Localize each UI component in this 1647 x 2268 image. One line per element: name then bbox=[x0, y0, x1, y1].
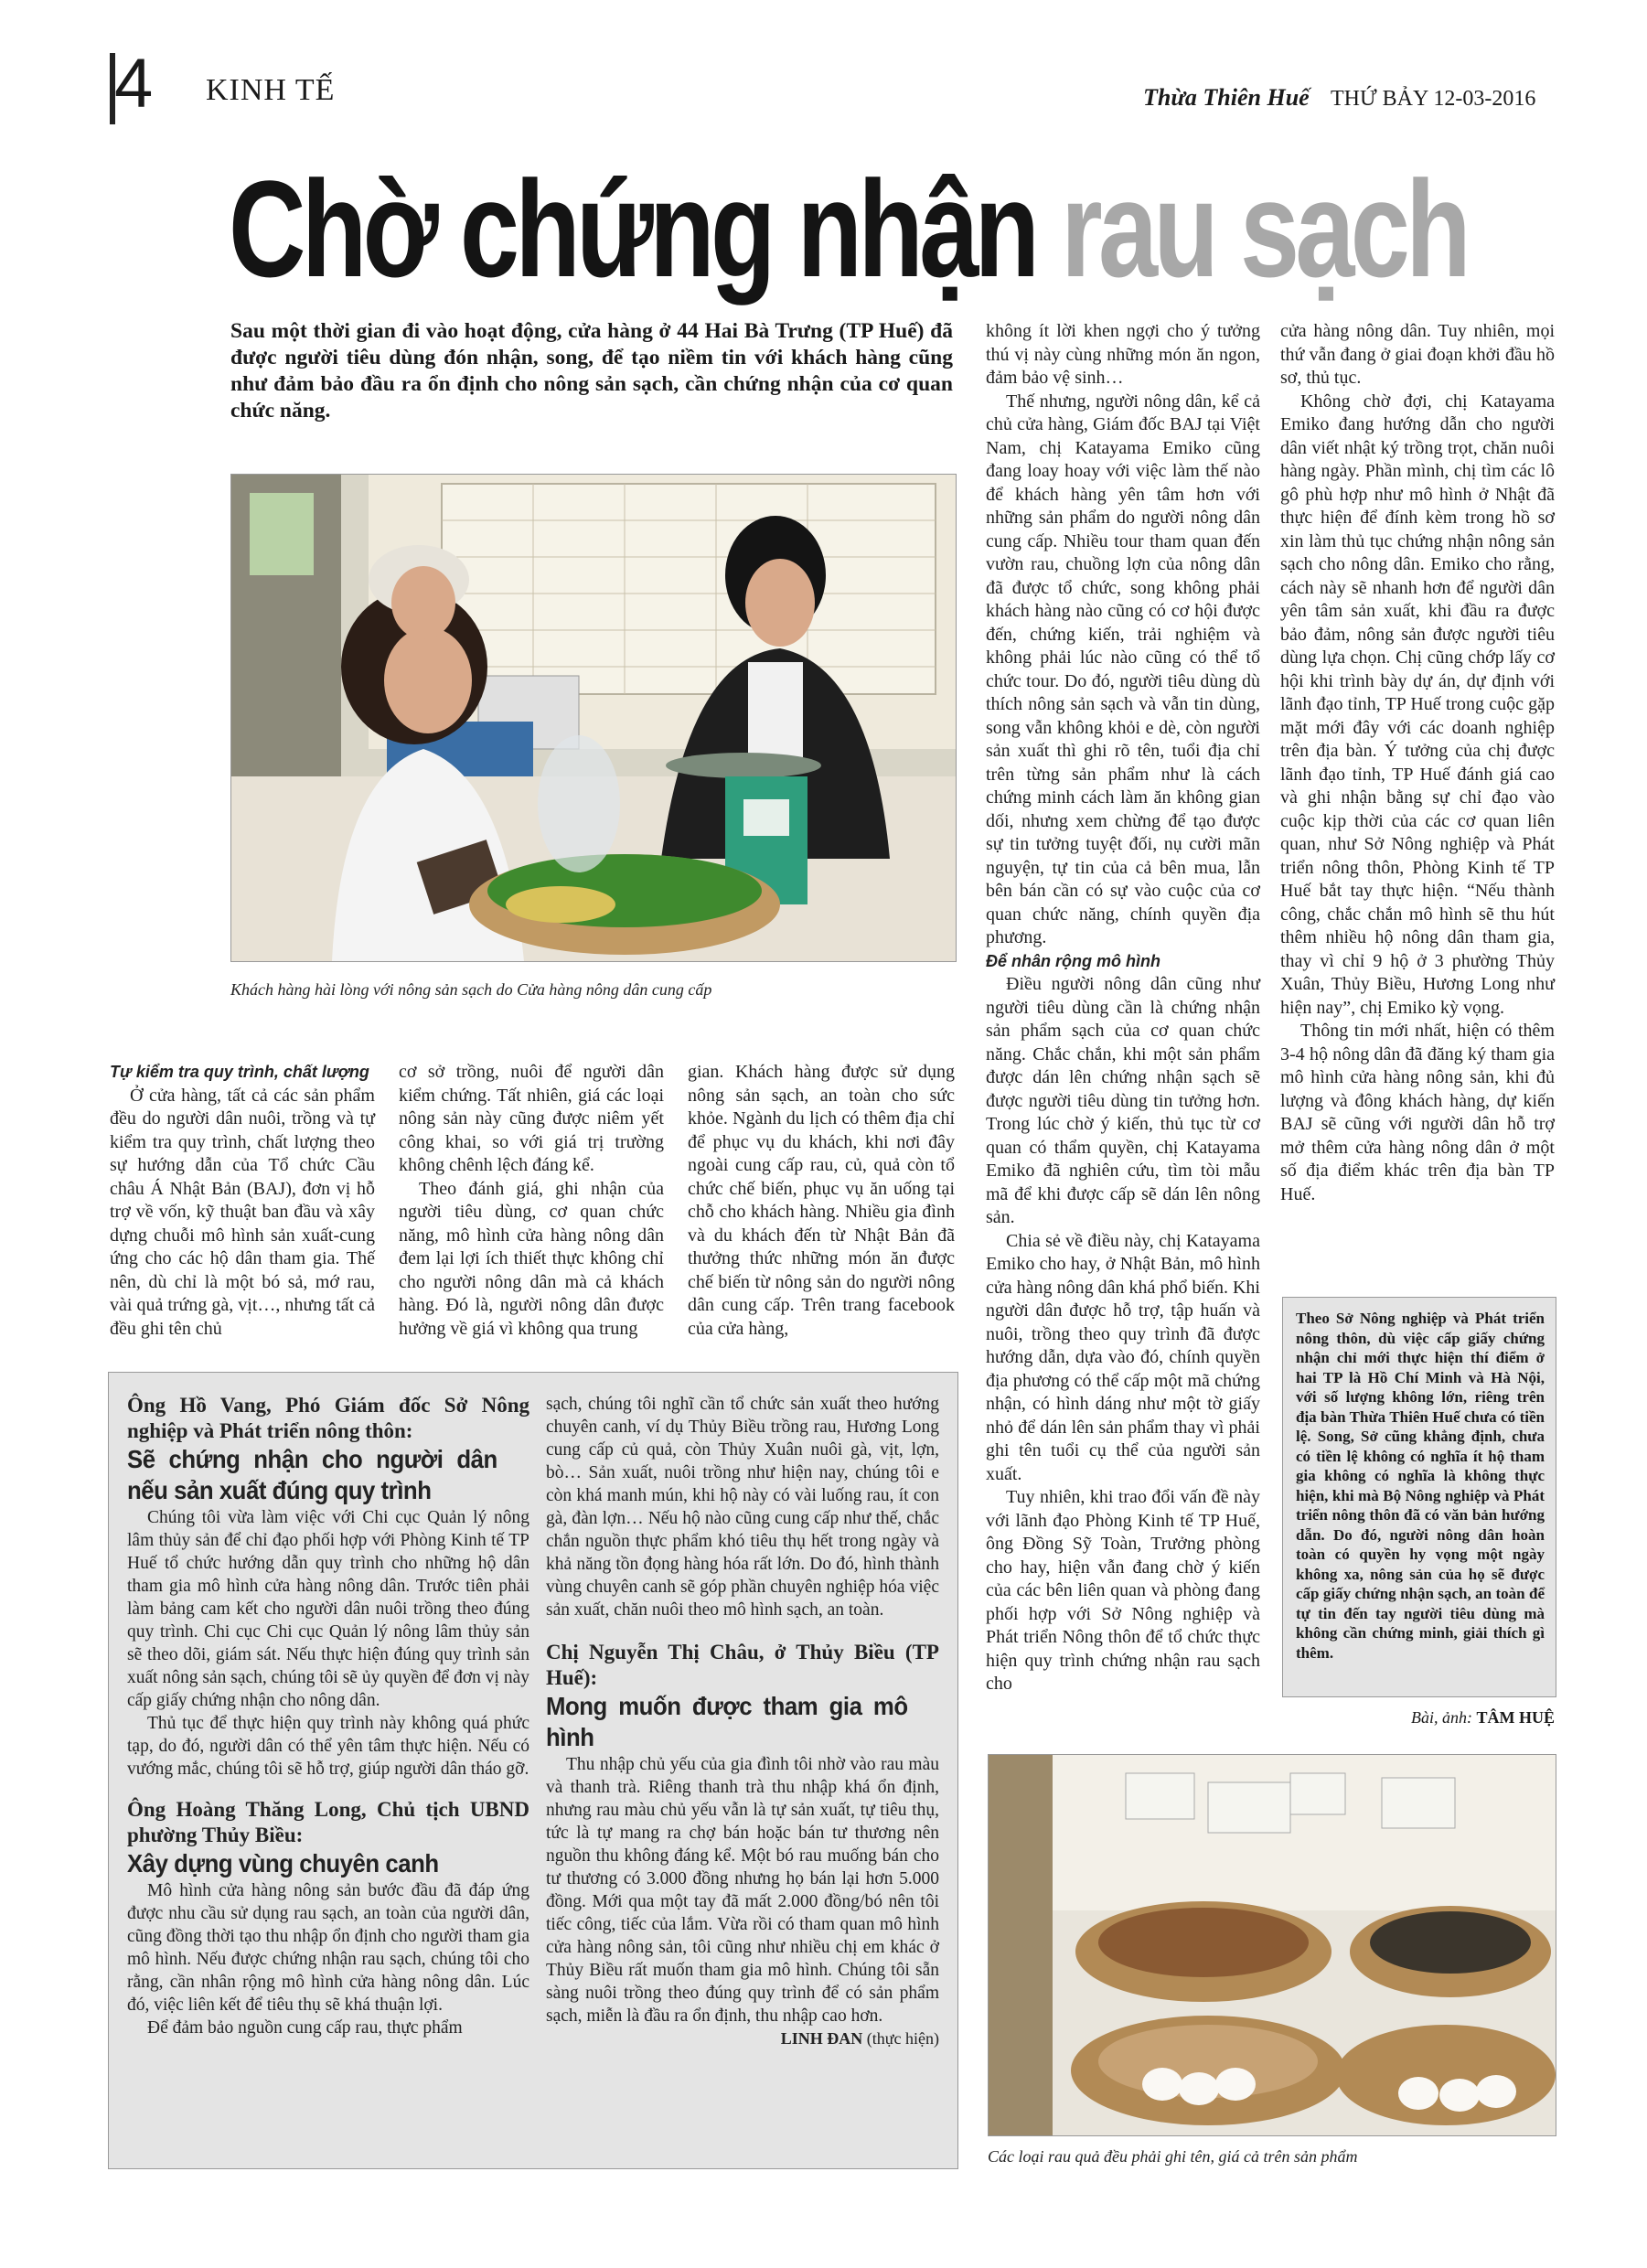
body-paragraph: không ít lời khen ngợi cho ý tưởng thú vị này cùng những món ăn ngon, đảm bảo vệ sinh… bbox=[986, 321, 1260, 388]
headline-part-grey: rau sạch bbox=[1061, 152, 1467, 305]
body-paragraph: cơ sở trồng, nuôi để người dân kiểm chứng. Tất nhiên, giá các loại nông sản này cũng được niêm yết công khai, so với giá trị trường không chênh lệch đáng kể. bbox=[399, 1062, 664, 1175]
interview-paragraph: Để đảm bảo nguồn cung cấp rau, thực phẩm bbox=[147, 2018, 463, 2038]
interviewee-2-name: Ông Hoàng Thăng Long, Chủ tịch UBND phường Thủy Biều: bbox=[127, 1798, 529, 1846]
interviewee-3-title: Mong muốn được tham gia mô hình bbox=[546, 1692, 908, 1751]
body-paragraph: Theo đánh giá, ghi nhận của người tiêu dùng, cơ quan chức năng, mô hình cửa hàng nông dân đem lại lợi ích thiết thực không chỉ cho người nông dân mà cả khách hàng. Đó là, người nông dân được hưởng về giá vì không qua trung bbox=[399, 1178, 664, 1339]
body-paragraph: Tuy nhiên, khi trao đổi vấn đề này với lãnh đạo Phòng Kinh tế TP Huế, ông Đồng Sỹ Toàn, Trưởng phòng cho hay, hiện vẫn đang chờ ý kiến của các bên liên quan và phòng đang phối hợp với Sở Nông nghiệp và Phát triển Nông thôn để tổ chức thực hiện quy trình chứng nhận rau sạch cho bbox=[986, 1487, 1260, 1694]
subhead-scale-up: Để nhân rộng mô hình bbox=[986, 951, 1160, 970]
headline-part-dark: Chờ chứng nhận bbox=[229, 152, 1036, 305]
lead-paragraph: Sau một thời gian đi vào hoạt động, cửa hàng ở 44 Hai Bà Trưng (TP Huế) đã được người tiêu dùng đón nhận, song, để tạo niềm tin với khách hàng cũng như đảm bảo đầu ra ổn định cho nông sản sạch, cần chứng nhận của cơ quan chức năng. bbox=[230, 319, 953, 423]
interviewee-3-name: Chị Nguyễn Thị Châu, ở Thủy Biều (TP Huế): bbox=[546, 1641, 939, 1689]
interview-sidebar bbox=[108, 1372, 958, 2169]
sidebar-column-right bbox=[546, 1393, 939, 2050]
body-paragraph: cửa hàng nông dân. Tuy nhiên, mọi thứ vẫn đang ở giai đoạn khởi đầu hồ sơ, thủ tục. bbox=[1280, 321, 1555, 388]
subhead-self-check: Tự kiểm tra quy trình, chất lượng bbox=[110, 1063, 369, 1081]
interview-paragraph: sạch, chúng tôi nghĩ cần tổ chức sản xuất theo hướng chuyên canh, ví dụ Thủy Biều trồng rau, Hương Long cung cấp củ quả, còn Thủy Xuân nuôi gà, vịt, lợn, bò… Sản xuất, nuôi trồng như hiện nay, chúng tôi e còn khá manh mún, khi hộ này có vài luống rau, ít con gà, đàn lợn… Nếu hộ nào cũng cung cấp như thế, chắc chắn nguồn thực phẩm khó tiêu thụ hết trong ngày và khả năng tồn đọng hàng hóa rất lớn. Do đó, hình thành vùng chuyên canh sẽ góp phần chuyên nghiệp hóa việc sản xuất, chăn nuôi theo mô hình sạch, an toàn. bbox=[546, 1395, 939, 1620]
headline bbox=[229, 152, 1467, 305]
interview-paragraph: Thủ tục để thực hiện quy trình này không quá phức tạp, do đó, người dân có thể yên tâm thực hiện. Nếu có vướng mắc, chúng tôi sẽ hỗ trợ, giúp người dân tháo gỡ. bbox=[127, 1714, 529, 1779]
body-paragraph: Chia sẻ về điều này, chị Katayama Emiko cho hay, ở Nhật Bản, mô hình cửa hàng nông dân khá phổ biến. Khi người dân được hỗ trợ, tập huấn và nuôi, trồng theo quy trình đã được hướng dẫn, dựa vào đó, chính quyền địa phương có thể cấp một mã chứng nhận, có hình dáng như một tờ giấy nhỏ để dán lên sản phẩm thay vì phải ghi tên tuổi cụ thể của người sản xuất. bbox=[986, 1230, 1260, 1484]
body-paragraph: Điều người nông dân cũng như người tiêu dùng cần là chứng nhận sản phẩm sạch của cơ quan chức năng. Chắc chắn, khi một sản phẩm được dán lên chứng nhận sạch sẽ được người tiêu dùng tin tưởng hơn. Trong lúc chờ ý kiến, thủ tục từ cơ quan có thẩm quyền, chị Katayama Emiko đã nghiên cứu, tìm tòi mẫu mã để khi được cấp sẽ dán lên nông sản. bbox=[986, 974, 1260, 1227]
section-name: KINH TẾ bbox=[206, 73, 336, 107]
article-credit bbox=[1282, 1708, 1555, 1728]
interview-paragraph: Thu nhập chủ yếu của gia đình tôi nhờ vào rau màu và thanh trà. Riêng thanh trà thu nhập khá ổn định, nhưng rau màu chủ yếu vẫn là tự sản xuất, tự tiêu thụ, tức là tự mang ra chợ bán hoặc bán tư thương nên nguồn thu không đáng kể. Một bó rau muống bán cho tư thương có 3.000 đồng nhưng họ bán lại hơn 5.000 đồng. Mới qua một tay đã mất 2.000 đồng/bó nên tôi tiếc công, tiếc của lắm. Vừa rồi có tham quan mô hình cửa hàng nông sản, tôi cũng như nhiều chị em khác ở Thủy Biều rất muốn tham gia mô hình. Chúng tôi sẵn sàng nuôi trồng theo đúng quy trình để có sản phẩm sạch, miễn là đầu ra ổn định, thu nhập cao hơn. bbox=[546, 1755, 939, 2026]
photo-customers bbox=[230, 474, 957, 962]
body-paragraph: Thông tin mới nhất, hiện có thêm 3-4 hộ nông dân đã đăng ký tham gia mô hình cửa hàng nông sản, khi đủ lượng và đông khách hàng, dự kiến BAJ sẽ cũng với người dân hỗ trợ mở thêm cửa hàng nông dân ở một số địa điểm khác trên địa bàn TP Huế. bbox=[1280, 1021, 1555, 1204]
info-box bbox=[1282, 1297, 1556, 1697]
issue-date: THỨ BẢY 12-03-2016 bbox=[1331, 87, 1536, 111]
body-paragraph: gian. Khách hàng được sử dụng nông sản sạch, an toàn cho sức khỏe. Ngành du lịch có thêm địa chỉ để phục vụ du khách, khi nơi đây ngoài cung cấp rau, củ, quả còn tổ chức chế biến, phục vụ ăn uống tại chỗ cho khách hàng. Nhiều gia đình và du khách đến từ Nhật Bản đã thưởng thức những món ăn được chế biến từ nông sản do người nông dân cung cấp. Trên trang facebook của cửa hàng, bbox=[688, 1062, 955, 1339]
info-box-text: Theo Sở Nông nghiệp và Phát triển nông thôn, dù việc cấp giấy chứng nhận chỉ mới thực hiện thí điểm ở hai TP là Hồ Chí Minh và Hà Nội, với số lượng không lớn, riêng trên địa bàn Thừa Thiên Huế chưa có tiền lệ. Song, Sở cũng khẳng định, chưa có tiền lệ không có nghĩa ít hộ tham gia không có nghĩa là không thực hiện, khi mà Bộ Nông nghiệp và Phát triển nông thôn đã có văn bản hướng dẫn. Do đó, người nông dân hoàn toàn có quyền hy vọng một ngày không xa, nông sản của họ sẽ được cấp giấy chứng nhận sạch, an toàn để tự tin đến tay người tiêu dùng mà không cần chứng minh, giải thích gì thêm. bbox=[1296, 1310, 1545, 1662]
interview-paragraph: Mô hình cửa hàng nông sản bước đầu đã đáp ứng được nhu cầu sử dụng rau sạch, an toàn của người dân, cũng đồng thời tạo thu nhập ổn định cho người tham gia mô hình. Nếu được chứng nhận rau sạch, chúng tôi cho rằng, cần nhân rộng mô hình cửa hàng nông dân. Lúc đó, việc liên kết để tiêu thụ sẽ khá thuận lợi. bbox=[127, 1881, 529, 2015]
sidebar-byline-name: LINH ĐAN bbox=[780, 2029, 863, 2048]
body-column-5 bbox=[1280, 320, 1555, 1206]
credit-label: Bài, ảnh: bbox=[1411, 1708, 1472, 1727]
photo-baskets-caption: Các loại rau quả đều phải ghi tên, giá cả trên sản phẩm bbox=[988, 2147, 1358, 2166]
sidebar-byline bbox=[546, 2027, 939, 2050]
paper-name: Thừa Thiên Huế bbox=[1143, 84, 1310, 111]
sidebar-column-left bbox=[127, 1393, 529, 2039]
photo-customers-caption: Khách hàng hài lòng với nông sản sạch do Cửa hàng nông dân cung cấp bbox=[230, 980, 712, 999]
body-column-4 bbox=[986, 320, 1260, 1696]
interviewee-1-name: Ông Hồ Vang, Phó Giám đốc Sở Nông nghiệp và Phát triển nông thôn: bbox=[127, 1394, 529, 1442]
body-paragraph: Thế nhưng, người nông dân, kể cả chủ cửa hàng, Giám đốc BAJ tại Việt Nam, chị Katayama Emiko cũng đang loay hoay với việc làm thế nào để khách hàng yên tâm hơn với những sản phẩm do người nông dân cung cấp. Nhiều tour tham quan đến vườn rau, chuồng lợn của nông dân đã được tổ chức, song không phải khách hàng nào cũng có cơ hội được đến, chứng kiến, trải nghiệm và không phải lúc nào cũng có thể tổ chức tour. Do đó, người tiêu dùng dù thích nông sản sạch và vẫn tin dùng, song vẫn không khỏi e dè, còn người sản xuất thì ghi rõ tên, tuổi địa chỉ trên từng sản phẩm như là cách chứng minh cách làm ăn không gian dối, nhưng xem chừng để tạo được sự tin tưởng tuyệt đối, nụ cười mãn nguyện, tự tin của cả bên mua, lẫn bên bán cần có sự vào cuộc của cơ quan chức năng, chính quyền địa phương. bbox=[986, 390, 1260, 947]
sidebar-byline-note: (thực hiện) bbox=[866, 2029, 939, 2048]
body-paragraph: Không chờ đợi, chị Katayama Emiko đang hướng dẫn cho người dân viết nhật ký trồng trọt, chăn nuôi hàng ngày. Phần mình, chị tìm các lô gô phù hợp như mô hình ở Nhật đã thực hiện để đính kèm trong hồ sơ xin làm thủ tục chứng nhận nông sản sạch cho nông dân. Emiko cho rằng, cách này sẽ nhanh hơn để người dân yên tâm sản xuất, khi đầu ra được bảo đảm, nông sản được người tiêu dùng lựa chọn. Chị cũng chớp lấy cơ hội khi trình bày dự án, dự định với lãnh đạo tỉnh, TP Huế trong cuộc gặp mặt mới đây với các doanh nghiệp trên địa bàn. Ý tưởng của chị được lãnh đạo tỉnh, TP Huế đánh giá cao và ghi nhận bằng sự chỉ đạo vào cuộc kịp thời của các cơ quan liên quan, như Sở Nông nghiệp và Phát triển nông thôn, Phòng Kinh tế TP Huế bắt tay thực hiện. “Nếu thành công, chắc chắn mô hình sẽ thu hút thêm nhiều hộ nông dân tham gia, thay vì chỉ 9 hộ ở 3 phường Thủy Xuân, Thủy Biều, Hương Long như hiện nay”, chị Emiko kỳ vọng. bbox=[1280, 390, 1555, 1018]
body-column-2 bbox=[399, 1061, 664, 1341]
photo-baskets-illustration bbox=[989, 1755, 1556, 2135]
photo-baskets bbox=[988, 1754, 1556, 2136]
interviewee-2-title: Xây dựng vùng chuyên canh bbox=[127, 1849, 439, 1878]
interview-paragraph: Chúng tôi vừa làm việc với Chi cục Quản lý nông lâm thủy sản để chỉ đạo phối hợp với Phòng Kinh tế TP Huế tổ chức hướng dẫn quy trình cho những hộ dân tham gia mô hình cửa hàng nông dân. Trước tiên phải làm bảng cam kết cho người dân nuôi trồng theo đúng quy trình. Chi cục Chi cục Quản lý nông lâm thủy sản sẽ theo dõi, giám sát. Nếu thực hiện đúng quy trình sản xuất nông sản sạch, chúng tôi sẽ ủy quyền để đơn vị này cấp giấy chứng nhận cho nông dân. bbox=[127, 1508, 529, 1710]
page-number: 4 bbox=[114, 45, 154, 123]
interviewee-1-title: Sẽ chứng nhận cho người dân nếu sản xuất đúng quy trình bbox=[127, 1445, 497, 1504]
body-paragraph: Ở cửa hàng, tất cả các sản phẩm đều do người dân nuôi, trồng và tự kiểm tra quy trình, chất lượng theo sự hướng dẫn của Tổ chức Cầu châu Á Nhật Bản (BAJ), đơn vị hỗ trợ về vốn, kỹ thuật ban đầu và xây dựng chuỗi mô hình sản xuất-cung ứng cho các hộ dân tham gia. Thế nên, dù chỉ là một bó sả, mớ rau, vài quả trứng gà, vịt…, nhưng tất cả đều ghi tên chủ bbox=[110, 1085, 375, 1339]
body-column-1 bbox=[110, 1061, 375, 1341]
photo-customers-illustration bbox=[231, 475, 956, 961]
credit-author: TÂM HUỆ bbox=[1476, 1708, 1555, 1727]
body-column-3 bbox=[688, 1061, 955, 1341]
